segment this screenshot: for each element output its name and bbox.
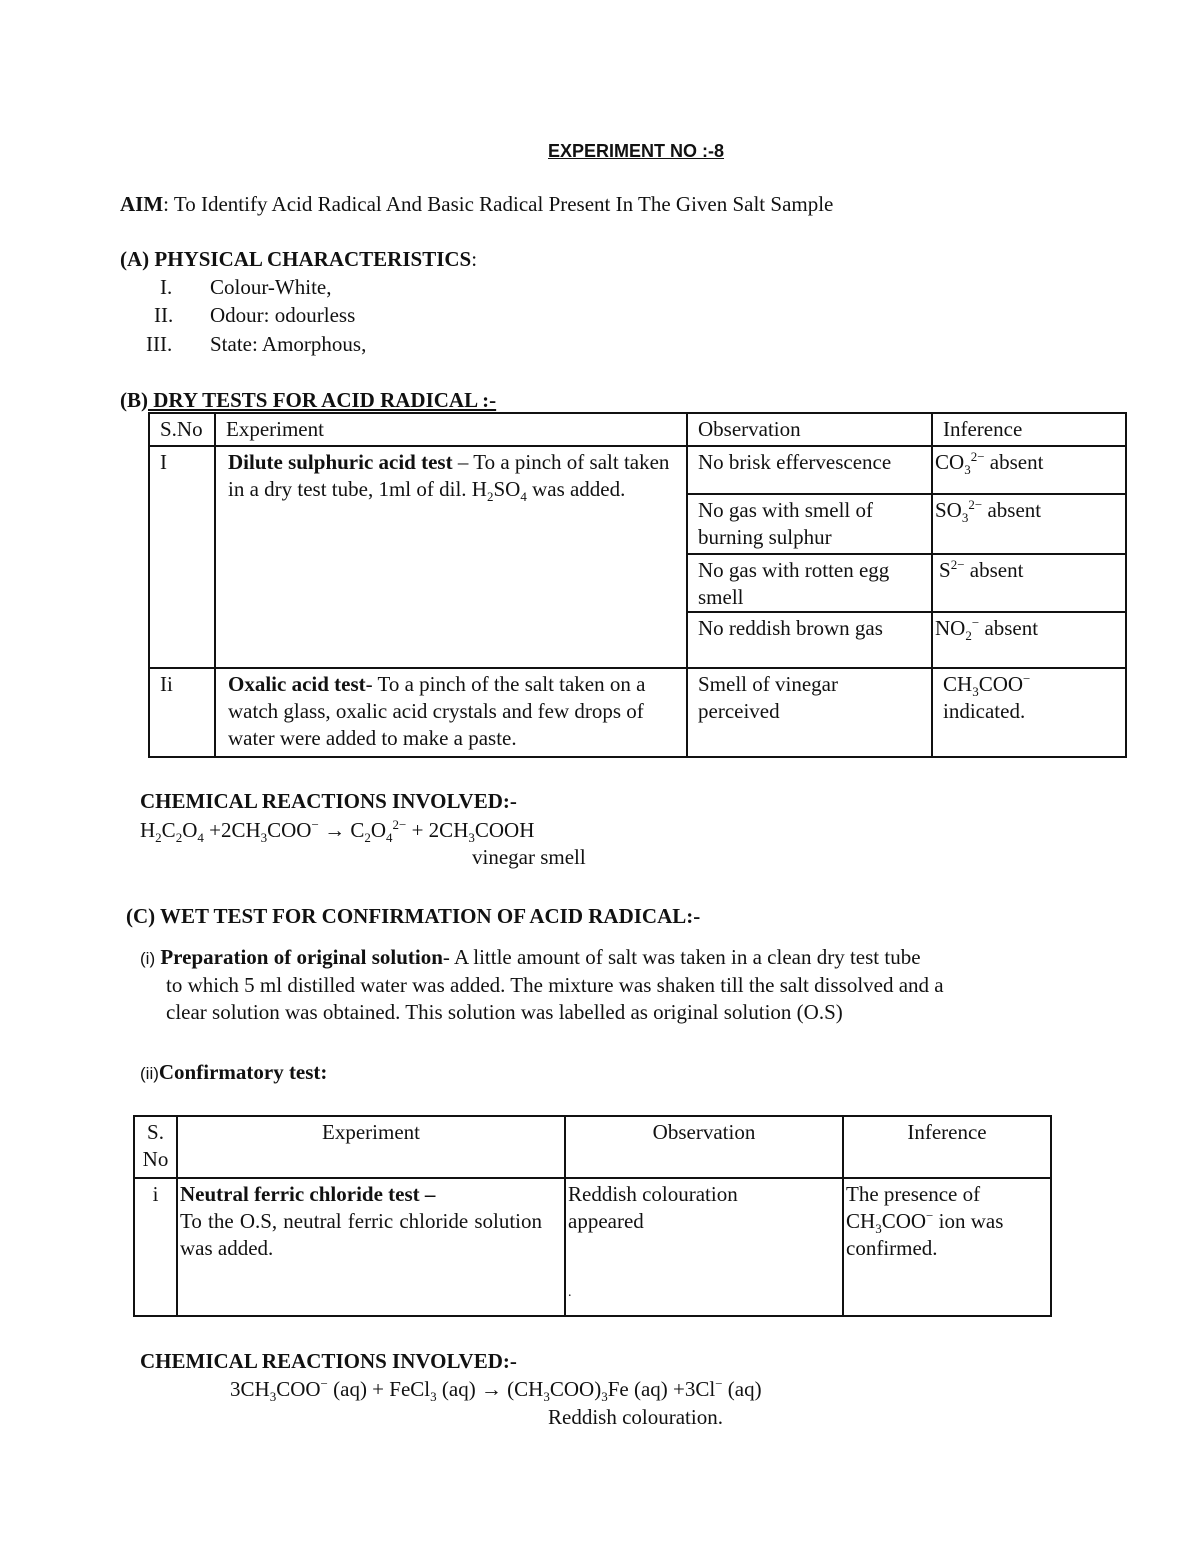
reaction-note: Reddish colouration. [548, 1405, 723, 1429]
row-sno: I [149, 446, 215, 668]
section-b-heading [120, 387, 496, 414]
superscript: 2− [392, 817, 407, 832]
reactions-heading: CHEMICAL REACTIONS INVOLVED:- [140, 789, 517, 813]
experiment-text: – To a pinch of salt taken in a dry test tube, 1ml of dil. H [228, 450, 670, 501]
eq-part: +2CH [203, 818, 261, 842]
characteristic-item [154, 302, 173, 329]
subscript: 3 [468, 830, 475, 846]
superscript: 2− [950, 557, 965, 572]
eq-part: Fe (aq) +3Cl [607, 1377, 716, 1401]
formula: SO [935, 498, 962, 522]
prep-line-1 [140, 944, 921, 972]
aim-label: AIM [120, 192, 164, 216]
row-sno: Ii [149, 668, 215, 757]
section-b-prefix: (B) [120, 388, 148, 412]
experiment-text: To the O.S, neutral ferric chloride solution was added. [180, 1209, 542, 1260]
experiment-text: - To a pinch of the salt taken on a watch glass, oxalic acid crystals and few drops of water were added to make a paste. [228, 672, 646, 750]
subscript: 3 [430, 1389, 437, 1405]
inference-cell [932, 446, 1126, 494]
experiment-title: Neutral ferric chloride test – [180, 1182, 436, 1206]
inference-cell [932, 554, 1126, 612]
header-sno: S.No [149, 413, 215, 446]
section-a-heading-text: (A) PHYSICAL CHARACTERISTICS [120, 247, 472, 271]
subscript: 3 [961, 510, 969, 526]
header-experiment: Experiment [177, 1116, 565, 1178]
section-a-heading [120, 246, 477, 273]
section-a-colon: : [471, 247, 478, 271]
item-number: (i) [140, 949, 156, 968]
experiment-title: Dilute sulphuric acid test [228, 450, 453, 474]
formula: CH [943, 672, 973, 696]
observation-cell: No brisk effervescence [687, 446, 932, 494]
page-title: EXPERIMENT NO :-8 [548, 141, 725, 161]
inference-text: ion was confirmed. [846, 1209, 1004, 1260]
inference-cell [932, 494, 1126, 554]
table-header-row [149, 413, 1126, 446]
prep-line-3: clear solution was obtained. This solution was labelled as original solution (O.S) [166, 1000, 843, 1024]
formula: CO [935, 450, 965, 474]
section-b-heading-text: DRY TESTS FOR ACID RADICAL :- [148, 388, 497, 412]
inference-cell [932, 668, 1126, 757]
subscript: 2 [364, 830, 371, 846]
superscript: − [320, 1376, 328, 1391]
superscript: − [311, 817, 319, 832]
aim-text: : To Identify Acid Radical And Basic Radical Present In The Given Salt Sample [163, 192, 834, 216]
item-number: I. [160, 275, 173, 299]
reaction-note: vinegar smell [472, 845, 586, 869]
observation-cell: Smell of vinegar perceived [687, 668, 932, 757]
row-experiment [177, 1178, 565, 1316]
subscript: 3 [875, 1221, 882, 1237]
item-number: (ii) [140, 1064, 159, 1083]
observation-cell: No reddish brown gas [687, 612, 932, 668]
eq-part: H [140, 818, 156, 842]
dry-tests-table [148, 412, 1127, 758]
table-header-row [134, 1116, 1051, 1178]
table-row [149, 446, 1126, 494]
eq-part: (aq) → (CH [436, 1377, 544, 1401]
subscript: 2 [965, 628, 972, 644]
characteristic-text: State: Amorphous, [210, 332, 367, 356]
observation-text: Reddish colouration appeared [568, 1182, 738, 1233]
formula: S [939, 558, 951, 582]
characteristic-text: Odour: odourless [210, 303, 356, 327]
superscript: 2− [970, 449, 985, 464]
subscript: 4 [386, 830, 393, 846]
item-number: II. [154, 303, 174, 327]
observation-cell: No gas with smell of burning sulphur [687, 494, 932, 554]
prep-title: Preparation of original solution [160, 945, 443, 969]
superscript: − [971, 615, 980, 630]
experiment-text: SO [493, 477, 521, 501]
subscript: 4 [197, 830, 204, 846]
header-inference: Inference [932, 413, 1126, 446]
subscript: 3 [601, 1389, 608, 1405]
observation-dot: . [568, 1285, 572, 1300]
section-c-heading: (C) WET TEST FOR CONFIRMATION OF ACID RADICAL:- [126, 904, 701, 928]
confirm-heading [140, 1059, 327, 1087]
superscript: − [1023, 671, 1031, 686]
formula: NO [935, 616, 966, 640]
eq-part: 3CH [230, 1377, 270, 1401]
inference-text: absent [982, 498, 1042, 522]
row-experiment [215, 446, 687, 668]
inference-text: indicated. [943, 699, 1026, 723]
superscript: − [926, 1208, 934, 1223]
eq-part: COO [267, 818, 312, 842]
subscript: 4 [520, 489, 527, 505]
eq-part: O [370, 818, 386, 842]
subscript: 3 [964, 462, 971, 478]
header-observation: Observation [565, 1116, 843, 1178]
inference-text: absent [964, 558, 1024, 582]
observation-cell [565, 1178, 843, 1316]
confirm-title: Confirmatory test: [158, 1060, 328, 1084]
prep-line-2: to which 5 ml distilled water was added. The mixture was shaken till the salt dissolved and a [166, 973, 944, 997]
subscript: 2 [175, 830, 183, 846]
aim-line [120, 191, 833, 218]
eq-part: COOH [474, 818, 535, 842]
reaction-equation [140, 817, 534, 844]
item-number: III. [146, 332, 173, 356]
header-observation: Observation [687, 413, 932, 446]
eq-part: + 2CH [406, 818, 469, 842]
eq-part: O [182, 818, 198, 842]
subscript: 2 [155, 830, 162, 846]
superscript: 2− [968, 497, 983, 512]
header-sno: S. No [134, 1116, 177, 1178]
eq-part: (aq) + FeCl [327, 1377, 431, 1401]
header-inference: Inference [843, 1116, 1051, 1178]
formula: COO [881, 1209, 927, 1233]
header-experiment: Experiment [215, 413, 687, 446]
experiment-title: Oxalic acid test [228, 672, 366, 696]
formula: COO [978, 672, 1024, 696]
table-row [134, 1178, 1051, 1316]
subscript: 3 [269, 1389, 277, 1405]
reaction-equation [230, 1376, 762, 1403]
row-sno: i [134, 1178, 177, 1316]
eq-part: COO [276, 1377, 321, 1401]
inference-text: absent [984, 450, 1044, 474]
eq-part: → C [318, 818, 365, 842]
eq-part: COO) [549, 1377, 602, 1401]
table-row [149, 668, 1126, 757]
eq-part: (aq) [722, 1377, 762, 1401]
observation-cell: No gas with rotten egg smell [687, 554, 932, 612]
inference-text: absent [979, 616, 1039, 640]
eq-part: C [161, 818, 176, 842]
subscript: 3 [543, 1389, 550, 1405]
superscript: − [715, 1376, 723, 1391]
prep-text: - A little amount of salt was taken in a clean dry test tube [442, 945, 921, 969]
inference-cell [932, 612, 1126, 668]
experiment-text: was added. [526, 477, 626, 501]
inference-text: The presence of CH [846, 1182, 981, 1233]
inference-cell [843, 1178, 1051, 1316]
row-experiment [215, 668, 687, 757]
characteristic-item [146, 331, 172, 358]
subscript: 3 [972, 684, 979, 700]
characteristic-text: Colour-White, [210, 275, 332, 299]
confirmatory-table [133, 1115, 1052, 1317]
reactions-heading: CHEMICAL REACTIONS INVOLVED:- [140, 1349, 517, 1373]
subscript: 2 [486, 489, 494, 505]
characteristic-item [160, 274, 172, 301]
subscript: 3 [260, 830, 268, 846]
